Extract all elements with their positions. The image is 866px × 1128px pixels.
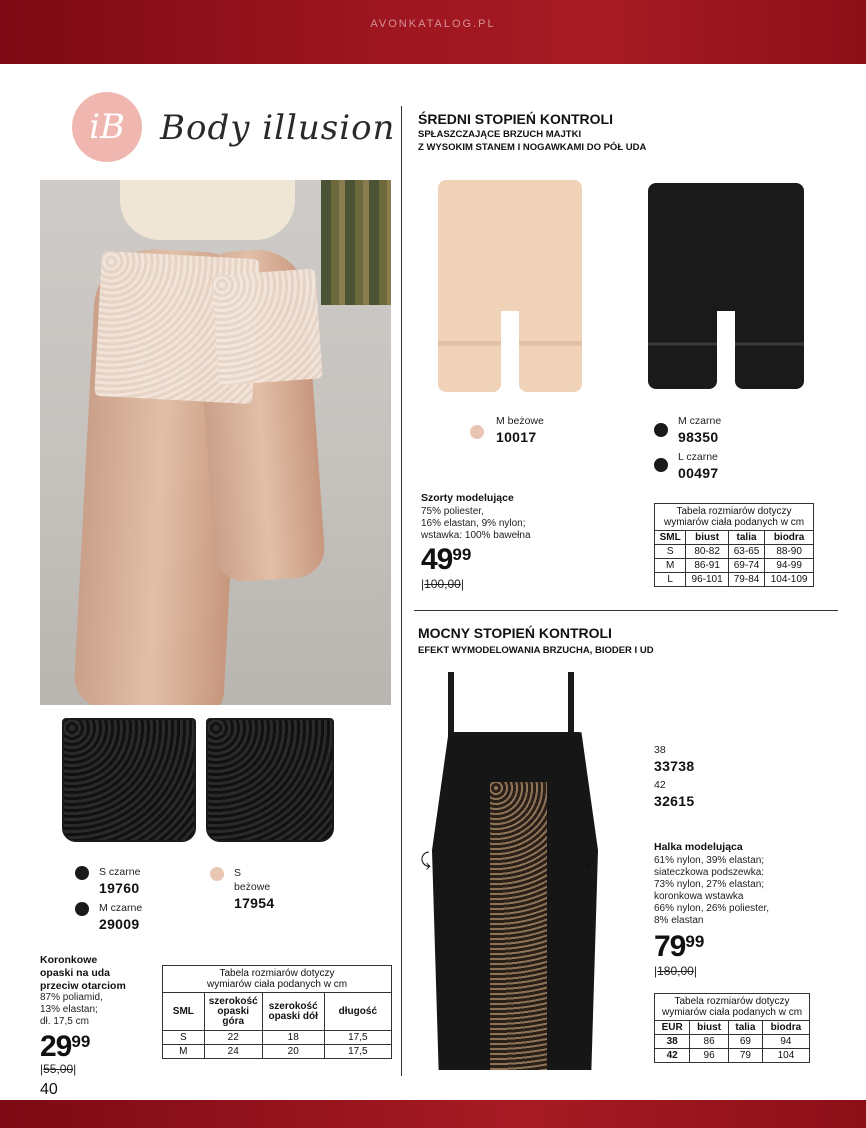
section-title: MOCNY STOPIEŃ KONTROLI <box>418 625 612 641</box>
variant-code: 19760 <box>99 880 140 896</box>
table-cell: 17,5 <box>324 1045 391 1059</box>
price <box>654 930 704 964</box>
footer-bar <box>0 1100 866 1128</box>
subtitle-line: Z WYSOKIM STANEM I NOGAWKAMI DO PÓŁ UDA <box>418 142 647 153</box>
shaping-slip-image <box>432 672 598 1070</box>
slip-lace-panel <box>490 782 546 1070</box>
variant-size: M beżowe <box>496 415 544 427</box>
variant-code: 98350 <box>678 429 719 445</box>
price-decimal: 99 <box>685 932 705 951</box>
table-cell: 63-65 <box>728 545 764 559</box>
column-divider <box>401 106 402 1076</box>
color-swatch-black <box>75 866 89 880</box>
variant-size: 38 <box>654 744 666 756</box>
section-divider <box>414 610 838 611</box>
variant-code: 10017 <box>496 429 537 445</box>
table-header: EUR <box>655 1021 690 1035</box>
desc-line: siateczkowa podszewka: <box>654 867 765 878</box>
table-header: szerokość opaski góra <box>204 993 262 1031</box>
table-cell: 18 <box>262 1031 324 1045</box>
table-cell: 94-99 <box>765 559 814 573</box>
header-bar <box>0 0 866 64</box>
table-row <box>655 1049 810 1063</box>
color-swatch-beige <box>210 867 224 881</box>
table-cell: 24 <box>204 1045 262 1059</box>
table-cell: S <box>163 1031 205 1045</box>
desc-line: 13% elastan; <box>40 1004 98 1015</box>
shorts-leg <box>519 286 582 392</box>
size-table-lace-bands <box>162 965 392 1059</box>
caption-line: Tabela rozmiarów dotyczy <box>676 506 792 517</box>
table-cell: 79 <box>728 1049 762 1063</box>
variant-code: 33738 <box>654 758 695 774</box>
old-price-value: 55,00 <box>43 1062 74 1076</box>
variant-code: 00497 <box>678 465 719 481</box>
price-decimal: 99 <box>71 1032 91 1051</box>
table-caption <box>655 504 814 531</box>
product-name-line: Koronkowe <box>40 954 98 966</box>
variant-size: L czarne <box>678 451 718 463</box>
old-price: |180,00| <box>654 964 697 978</box>
color-swatch-beige <box>470 425 484 439</box>
variant-size: beżowe <box>234 881 271 893</box>
product-name-line: przeciw otarciom <box>40 980 126 992</box>
size-table-slip <box>654 993 810 1063</box>
table-row <box>655 559 814 573</box>
curve-arrow-icon: ⤹ <box>420 850 431 870</box>
table-cell: 69-74 <box>728 559 764 573</box>
variant-size: M czarne <box>99 902 143 914</box>
table-cell: 104 <box>762 1049 809 1063</box>
black-lace-band-image <box>62 718 196 842</box>
caption-line: wymiarów ciała podanych w cm <box>661 1007 803 1018</box>
desc-line: dł. 17,5 cm <box>40 1016 89 1027</box>
table-caption <box>163 966 392 993</box>
variant-size: S czarne <box>99 866 141 878</box>
product-description <box>654 855 769 927</box>
table-header: biust <box>690 1021 729 1035</box>
shorts-leg <box>648 286 717 389</box>
table-cell: 88-90 <box>765 545 814 559</box>
shorts-leg <box>438 286 501 392</box>
table-cell: L <box>655 573 686 587</box>
variant-size: S <box>234 867 242 879</box>
shorts-leg <box>735 286 804 389</box>
desc-line: wstawka: 100% bawełna <box>421 530 531 541</box>
desc-line: koronkowa wstawka <box>654 891 744 902</box>
table-header: SML <box>163 993 205 1031</box>
desc-line: 61% nylon, 39% elastan; <box>654 855 765 866</box>
table-cell: 17,5 <box>324 1031 391 1045</box>
table-cell: 96 <box>690 1049 729 1063</box>
brand-name: Body illusion <box>160 108 396 148</box>
product-description <box>421 506 531 542</box>
variant-size: 42 <box>654 779 666 791</box>
old-price-value: 100,00 <box>424 577 461 591</box>
table-header: talia <box>728 531 764 545</box>
site-name: AVONKATALOG.PL <box>370 18 496 30</box>
desc-line: 8% elastan <box>654 915 704 926</box>
table-cell: 96-101 <box>686 573 729 587</box>
table-cell: 86-91 <box>686 559 729 573</box>
table-cell: 22 <box>204 1031 262 1045</box>
table-cell: 80-82 <box>686 545 729 559</box>
desc-line: 75% poliester, <box>421 506 484 517</box>
old-price: |55,00| <box>40 1062 77 1076</box>
section-subtitle: EFEKT WYMODELOWANIA BRZUCHA, BIODER I UD <box>418 645 654 656</box>
price-integer: 49 <box>421 543 453 576</box>
table-header: biust <box>686 531 729 545</box>
table-header: biodra <box>762 1021 809 1035</box>
product-name: Szorty modelujące <box>421 492 514 504</box>
table-cell: 79-84 <box>728 573 764 587</box>
table-header: biodra <box>765 531 814 545</box>
desc-line: 73% nylon, 27% elastan; <box>654 879 765 890</box>
product-name-line: opaski na uda <box>40 967 111 979</box>
table-cell: 86 <box>690 1035 729 1049</box>
product-name: Halka modelująca <box>654 841 743 853</box>
table-row <box>163 1045 392 1059</box>
section-title: ŚREDNI STOPIEŃ KONTROLI <box>418 111 613 127</box>
beige-shorts-image <box>438 180 582 392</box>
table-header: SML <box>655 531 686 545</box>
color-swatch-black <box>654 423 668 437</box>
table-cell: 94 <box>762 1035 809 1049</box>
table-cell: M <box>655 559 686 573</box>
logo-letter: iB <box>89 107 125 147</box>
variant-code: 29009 <box>99 916 140 932</box>
curve-arrow-icon: ⤸ <box>584 850 595 870</box>
variant-code: 32615 <box>654 793 695 809</box>
size-table-shorts <box>654 503 814 587</box>
table-row <box>655 573 814 587</box>
lace-bands-model-photo <box>40 180 391 705</box>
color-swatch-black <box>75 902 89 916</box>
caption-line: wymiarów ciała podanych w cm <box>663 517 805 528</box>
table-row <box>655 1035 810 1049</box>
price <box>40 1030 90 1064</box>
price-integer: 29 <box>40 1030 72 1063</box>
table-header: długość <box>324 993 391 1031</box>
lace-band-right <box>211 269 322 386</box>
variant-code: 17954 <box>234 895 275 911</box>
table-caption <box>655 994 810 1021</box>
section-subtitle <box>418 128 646 154</box>
subtitle-line: SPŁASZCZAJĄCE BRZUCH MAJTKI <box>418 129 582 140</box>
briefs <box>120 180 295 240</box>
table-cell: 38 <box>655 1035 690 1049</box>
table-cell: 42 <box>655 1049 690 1063</box>
table-cell: 20 <box>262 1045 324 1059</box>
caption-line: wymiarów ciała podanych w cm <box>206 979 348 990</box>
product-name <box>40 954 126 993</box>
table-row <box>163 1031 392 1045</box>
caption-line: Tabela rozmiarów dotyczy <box>219 968 335 979</box>
price <box>421 543 471 577</box>
old-price-value: 180,00 <box>657 964 694 978</box>
variant-size: M czarne <box>678 415 722 427</box>
desc-line: 66% nylon, 26% poliester, <box>654 903 770 914</box>
black-shorts-image <box>648 183 804 389</box>
table-row <box>655 545 814 559</box>
black-lace-band-image <box>206 718 334 842</box>
brand-logo-icon <box>72 92 142 162</box>
table-cell: 69 <box>728 1035 762 1049</box>
table-cell: 104-109 <box>765 573 814 587</box>
table-header: szerokość opaski dół <box>262 993 324 1031</box>
price-decimal: 99 <box>452 545 472 564</box>
table-cell: S <box>655 545 686 559</box>
table-cell: M <box>163 1045 205 1059</box>
color-swatch-black <box>654 458 668 472</box>
old-price: |100,00| <box>421 577 464 591</box>
price-integer: 79 <box>654 930 686 963</box>
desc-line: 16% elastan, 9% nylon; <box>421 518 526 529</box>
caption-line: Tabela rozmiarów dotyczy <box>674 996 790 1007</box>
page-number: 40 <box>40 1081 58 1098</box>
table-header: talia <box>728 1021 762 1035</box>
desc-line: 87% poliamid, <box>40 992 103 1003</box>
product-description <box>40 992 103 1028</box>
curtain-decor <box>321 180 391 305</box>
